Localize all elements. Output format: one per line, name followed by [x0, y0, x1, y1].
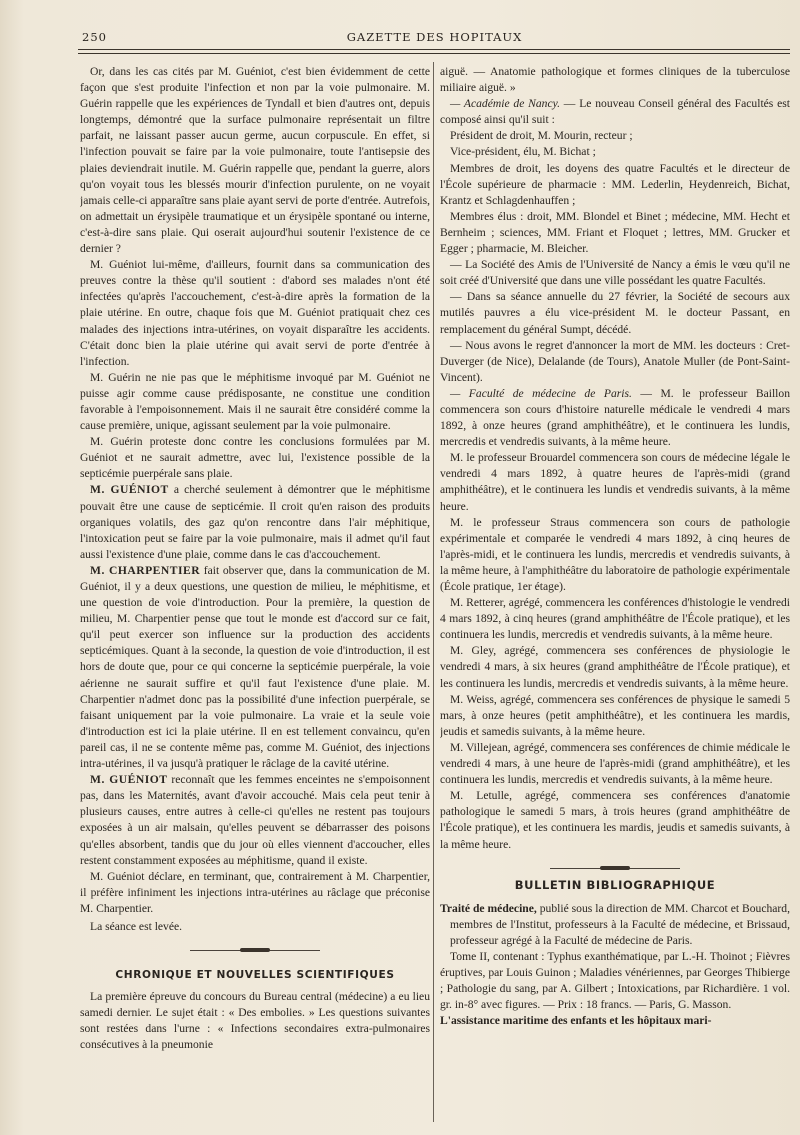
- journal-title: GAZETTE DES HOPITAUX: [346, 30, 523, 44]
- bibliography-entry: [440, 901, 790, 949]
- left-column: [80, 64, 430, 1119]
- speaker-name: M. GUÉNIOT: [90, 483, 169, 497]
- paragraph-text: a cherché seulement à démontrer que le méphitisme pouvait être une cause de septicémie. Il croit qu'en raison des produits organiques volatils, des gaz qu'on rencontre dans l'air méphitique, l'intoxication peut se faire par la voie pulmonaire, mais il admet qu'il faut aussi l'existence d'une plaie, comme dans le cas d'accouchement.: [80, 483, 430, 561]
- bibliography-text: publié sous la direction de MM. Charcot et Bouchard, membres de l'Institut, professeurs à la Faculté de médecine, et Brissaud, professeur agrégé à la Faculté de médecine de Paris.: [450, 901, 790, 947]
- paragraph: M. Guéniot lui-même, d'ailleurs, fournit dans sa communication des preuves contre la thèse qu'il soutient : d'abord ses malades n'ont été infectées qu'après l'accouchement, c'est-à-dire après la formation de la plaie utérine. En outre, chaque fois que M. Guéniot pratiquait chez ces malades des injections intra-utérines, on voyait disparaître les accidents. C'était donc bien la plaie utérine qui avait servi de porte d'entrée à l'infection.: [80, 258, 430, 368]
- book-title: Traité de médecine,: [440, 901, 537, 915]
- paragraph: Membres élus : droit, MM. Blondel et Binet ; médecine, MM. Hecht et Bernheim ; sciences, MM. Friant et Floquet ; lettres, MM. Grucker et Egger ; pharmacie, M. Bleicher.: [440, 209, 790, 256]
- news-heading: — Académie de Nancy.: [450, 97, 561, 111]
- paragraph: — Nous avons le regret d'annoncer la mort de MM. les docteurs : Cret-Duverger (de Nice), Delalande (de Tours), Anatole Muller (de Pont-Saint-Vincent).: [440, 338, 790, 384]
- paragraph: aiguë. — Anatomie pathologique et formes cliniques de la tuberculose miliaire aiguë. »: [440, 65, 790, 95]
- header-rule-top: [78, 49, 790, 50]
- session-closed: La séance est levée.: [90, 919, 183, 933]
- paragraph: M. le professeur Straus commencera son cours de pathologie expérimentale et comparée le vendredi 4 mars 1892, à cinq heures de l'après-midi, et le continuera les lundis, mercredis et vendredis suivants, à la même heure, à l'amphithéâtre du laboratoire de pathologie expérimentale (École pratique, 1er étage).: [440, 515, 790, 593]
- paragraph: M. Guéniot déclare, en terminant, que, contrairement à M. Charpentier, il préfère infiniment les injections intra-utérines au râclage que préconise M. Charpentier.: [80, 869, 430, 915]
- paragraph-text: — Le nouveau Conseil général des Facultés est composé ainsi qu'il suit :: [440, 97, 790, 127]
- paragraph: Président de droit, M. Mourin, recteur ;: [450, 129, 633, 143]
- section-ornament: [440, 861, 790, 875]
- paragraph: M. Letulle, agrégé, commencera ses conférences d'anatomie pathologique le samedi 5 mars, à trois heures (grand amphithéâtre de l'École pratique), et les continuera les mardis, jeudis et samedis suivants, à la même heure.: [440, 789, 790, 851]
- paragraph: — Dans sa séance annuelle du 27 février, la Société de secours aux mutilés pauvres a élu vice-président M. le docteur Passant, en remplacement du général Sumpt, décédé.: [440, 290, 790, 336]
- paragraph: [440, 386, 790, 450]
- paragraph: [80, 772, 430, 869]
- section-title: BULLETIN BIBLIOGRAPHIQUE: [514, 877, 716, 892]
- news-heading: — Faculté de médecine de Paris.: [450, 386, 632, 400]
- paragraph: — La Société des Amis de l'Université de Nancy a émis le vœu qu'il ne soit créé d'Université que dans une ville possédant les quatre Facultés.: [440, 258, 790, 288]
- page-number: 250: [82, 30, 107, 44]
- column-divider: [433, 62, 434, 1122]
- paragraph: M. le professeur Brouardel commencera son cours de médecine légale le vendredi 4 mars 1892, à quatre heures de l'après-midi (grand amphithéâtre), et le continuera les lundis et vendredis suivants, à la même heure.: [440, 451, 790, 513]
- paragraph: Vice-président, élu, M. Bichat ;: [450, 145, 596, 159]
- section-ornament: [80, 943, 430, 957]
- paragraph: M. Retterer, agrégé, commencera les conférences d'histologie le vendredi 4 mars 1892, à cinq heures (grand amphithéâtre de l'École pratique), et les continuera les lundis, mercredis et vendredis suivants, à la même heure.: [440, 596, 790, 642]
- paragraph: M. Guérin proteste donc contre les conclusions formulées par M. Guéniot et ne saurait admettre, avec lui, l'existence possible de la septicémie puerpérale sans plaie.: [80, 435, 430, 481]
- speaker-name: M. GUÉNIOT: [90, 773, 168, 787]
- section-title: CHRONIQUE ET NOUVELLES SCIENTIFIQUES: [115, 969, 395, 982]
- speaker-name: M. CHARPENTIER: [90, 563, 201, 577]
- paragraph: M. Weiss, agrégé, commencera ses conférences de physique le samedi 5 mars, à onze heures (petit amphithéâtre), et les continuera les mardis, jeudis et samedis suivants, à la même heure.: [440, 692, 790, 738]
- paragraph-text: — M. le professeur Baillon commencera son cours d'histoire naturelle médicale le vendredi 4 mars 1892, à onze heures (grand amphithéâtre), et le continuera les lundis, mercredis et vendredis suivants, à la même heure.: [440, 386, 790, 449]
- bibliography-entry-title: L'assistance maritime des enfants et les hôpitaux mari-: [440, 1014, 712, 1028]
- paragraph: M. Villejean, agrégé, commencera ses conférences de chimie médicale le vendredi 4 mars, à une heure de l'après-midi (grand amphithéâtre), et les continuera les lundis, mercredis et vendredis suivants, à la même heure.: [440, 740, 790, 787]
- paragraph: Membres de droit, les doyens des quatre Facultés et le directeur de l'École supérieure de pharmacie : MM. Lederlin, Heydenreich, Bichat, Krantz et Schlagdenhauffen ;: [440, 161, 790, 207]
- paragraph: Or, dans les cas cités par M. Guéniot, c'est bien évidemment de cette façon que s'est produite l'infection et non par la voie pulmonaire. M. Guérin rappelle que les expériences de Tyndall et bien d'autres ont, depuis longtemps, démontré que la surface pulmonaire représentait un filtre parfait, ne laissant passer aucun germe, aucun corpuscule. En effet, si l'infection pouvait se faire par la voie pulmonaire, toute l'antisepsie des plaies deviendrait inutile. M. Guérin rappelle que, pendant la guerre, alors qu'on voyait tous les blessés mourir d'infection purulente, on ne voyait jamais celle-ci apparaître sans plaie ayant servi de porte d'entrée. Autrefois, on admettait un érysipèle traumatique et un érysipèle spontané ou interne, c'est-à-dire sans plaie. Qui oserait aujourd'hui soutenir l'existence de ce dernier ?: [80, 65, 430, 256]
- paragraph: [80, 482, 430, 562]
- page-header: [82, 30, 787, 50]
- paragraph: M. Guérin ne nie pas que le méphitisme invoqué par M. Guéniot ne puisse agir comme cause prédisposante, ne constitue une condition favorable à l'empoisonnement. Mais il ne saurait être considéré comme la cause première, unique, agissant seulement par la voie pulmonaire.: [80, 370, 430, 433]
- paragraph: [80, 563, 430, 772]
- paragraph-text: fait observer que, dans la communication de M. Guéniot, il y a deux questions, une question de milieu, le méphitisme, et une question de voie d'introduction. Pour la première, la question de milieu, M. Charpentier pense que tout le monde est d'accord sur ce fait, qu'il peut exercer son influence sur la production des accidents septicémiques. Quant à la seconde, la question de voie d'introduction, il est hors de doute que, pour ce qui concerne la septicémie puerpérale, la voie aérienne ne saurait suffire et qu'il faut l'existence d'une plaie. M. Charpentier n'admet donc pas la possibilité d'une infection puerpérale, se faisant uniquement par la voie pulmonaire. La vraie et la seule voie d'introduction est ici la plaie utérine. Il en est tellement convaincu, qu'en pareil cas, il ne se contente même pas, comme M. Guéniot, des injections intra-utérines, il va jusqu'à pratiquer le râclage de la cavité utérine.: [80, 563, 430, 771]
- right-column: [440, 64, 790, 1119]
- paragraph: M. Gley, agrégé, commencera ses conférences de physiologie le vendredi 4 mars, à six heures (grand amphithéâtre de l'École pratique), et les continuera les lundis, mercredis et vendredis suivants, à la même heure.: [440, 644, 790, 690]
- paragraph-text: reconnaît que les femmes enceintes ne s'empoisonnent pas, dans les Maternités, avant d'avoir accouché. Mais cela peut tenir à plusieurs causes, entre autres à celle-ci qu'elles ne restent pas toujours exposées à un air malsain, qu'elles peuvent se débarrasser des poisons qu'elles absorbent, tandis que du jour où elles viennent d'accoucher, elles restent constamment exposées au méphitisme, quand il existe.: [80, 773, 430, 867]
- header-rule-bottom: [78, 53, 790, 54]
- paragraph: Tome II, contenant : Typhus exanthématique, par L.-H. Thoinot ; Fièvres éruptives, par Louis Guinon ; Maladies vénériennes, par Georges Thibierge ; Pathologie du sang, par A. Gilbert ; Intoxications, par Richardière. 1 vol. gr. in-8° avec figures. — Prix : 18 francs. — Paris, G. Masson.: [440, 949, 790, 1012]
- paragraph: [440, 96, 790, 128]
- paragraph: La première épreuve du concours du Bureau central (médecine) a eu lieu samedi dernier. Le sujet était : « Des embolies. » Les questions suivantes sont restées dans l'urne : « Infections secondaires extra-pulmonaires consécutives à la pneumonie: [80, 990, 430, 1052]
